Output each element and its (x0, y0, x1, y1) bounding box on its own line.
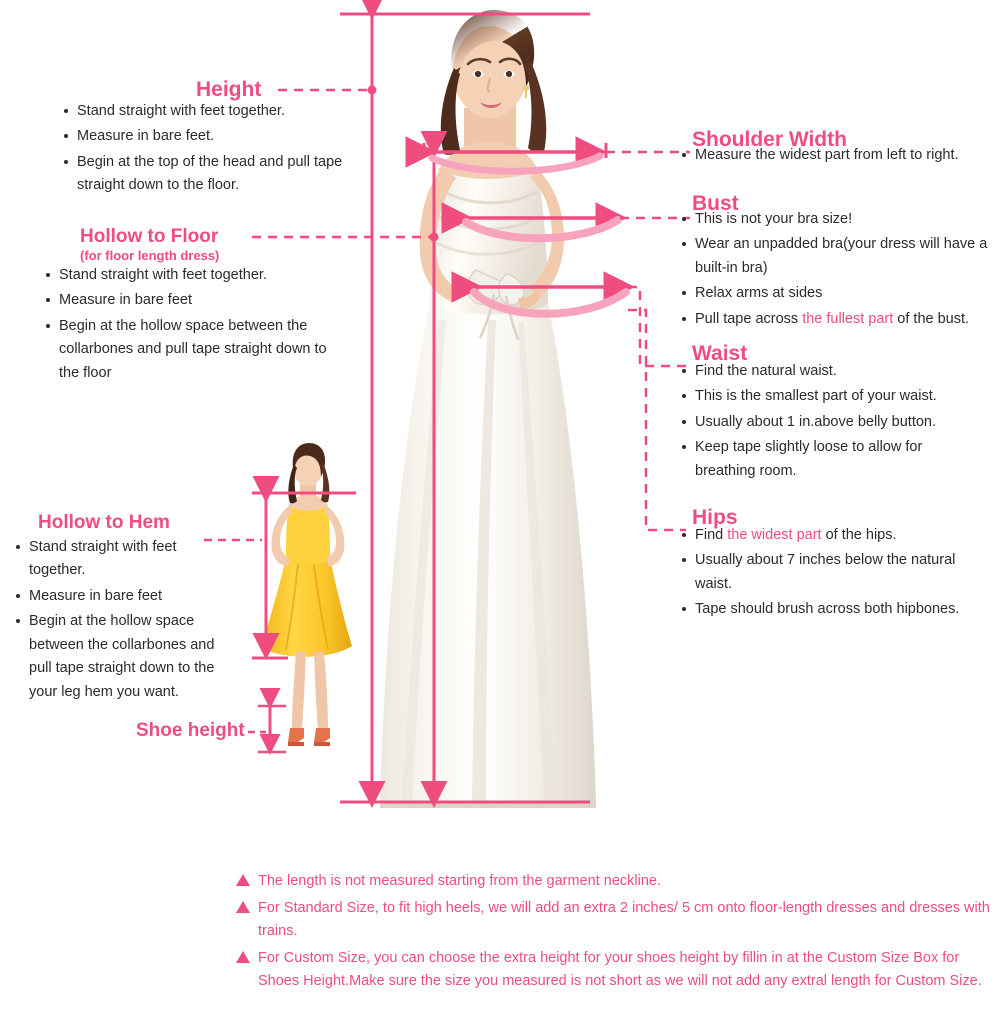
list-item: This is the smallest part of your waist. (680, 385, 980, 408)
bust-heading: Bust (692, 192, 739, 215)
list-item: Stand straight with feet together. (14, 536, 236, 583)
hips-highlight: the widest part (727, 527, 822, 543)
height-heading: Height (196, 78, 262, 101)
list-item: Relax arms at sides (680, 282, 1000, 305)
bust-highlight: the fullest part (802, 310, 894, 327)
list-item: Usually about 1 in.above belly button. (680, 411, 980, 434)
list-item: Begin at the top of the head and pull tape straight down to the floor. (62, 151, 362, 198)
list-item: Measure the widest part from left to right. (680, 144, 1000, 167)
hips-heading: Hips (692, 506, 738, 529)
warning-text: For Custom Size, you can choose the extra height for your shoes height by fillin in at the Custom Size Box for Shoes Height.Make sure the size you measured is not short as we will not add any extral length for Custom Size. (258, 950, 982, 989)
shoulder-width-notes (680, 144, 1000, 169)
list-item: Tape should brush across both hipbones. (680, 598, 990, 621)
warning-text: For Standard Size, to fit high heels, we will add an extra 2 inches/ 5 cm onto floor-length dresses and dresses with trains. (258, 900, 990, 939)
list-item: Keep tape slightly loose to allow for breathing room. (680, 436, 980, 483)
warning-row (236, 870, 996, 892)
shoulder-width-heading: Shoulder Width (692, 128, 847, 151)
hollow-to-hem-heading: Hollow to Hem (38, 512, 170, 533)
height-notes (62, 100, 362, 200)
warning-triangle-icon (236, 874, 250, 886)
footer-warnings (236, 870, 996, 997)
hips-notes (680, 524, 990, 624)
list-item: Usually about 7 inches below the natural waist. (680, 549, 990, 596)
warning-row (236, 897, 996, 942)
waist-notes (680, 360, 980, 485)
list-item: Find the natural waist. (680, 360, 980, 383)
list-item: This is not your bra size! (680, 208, 1000, 231)
list-item: Begin at the hollow space between the collarbones and pull tape straight down to the your leg hem you want. (14, 610, 236, 704)
warning-triangle-icon (236, 951, 250, 963)
list-item: Wear an unpadded bra(your dress will have a built-in bra) (680, 233, 1000, 280)
bust-notes (680, 208, 1000, 333)
list-item: Measure in bare feet. (62, 125, 362, 148)
list-item-bust-fullest: Pull tape across the fullest part of the bust. (680, 308, 1000, 331)
list-item: Measure in bare feet (44, 289, 334, 312)
list-item: Begin at the hollow space between the collarbones and pull tape straight down to the floor (44, 315, 334, 385)
list-item-hips-widest: Find the widest part of the hips. (680, 524, 990, 547)
waist-heading: Waist (692, 342, 748, 365)
warning-text: The length is not measured starting from the garment neckline. (258, 873, 661, 889)
list-item: Stand straight with feet together. (44, 264, 334, 287)
list-item: Measure in bare feet (14, 585, 236, 608)
hollow-to-floor-heading: Hollow to Floor (80, 226, 219, 247)
list-item: Stand straight with feet together. (62, 100, 362, 123)
warning-row (236, 947, 996, 992)
hollow-to-hem-notes (14, 536, 236, 706)
hollow-to-floor-subheading: (for floor length dress) (80, 248, 220, 263)
hollow-to-floor-notes (44, 264, 334, 387)
warning-triangle-icon (236, 901, 250, 913)
shoe-height-heading: Shoe height (136, 720, 245, 741)
